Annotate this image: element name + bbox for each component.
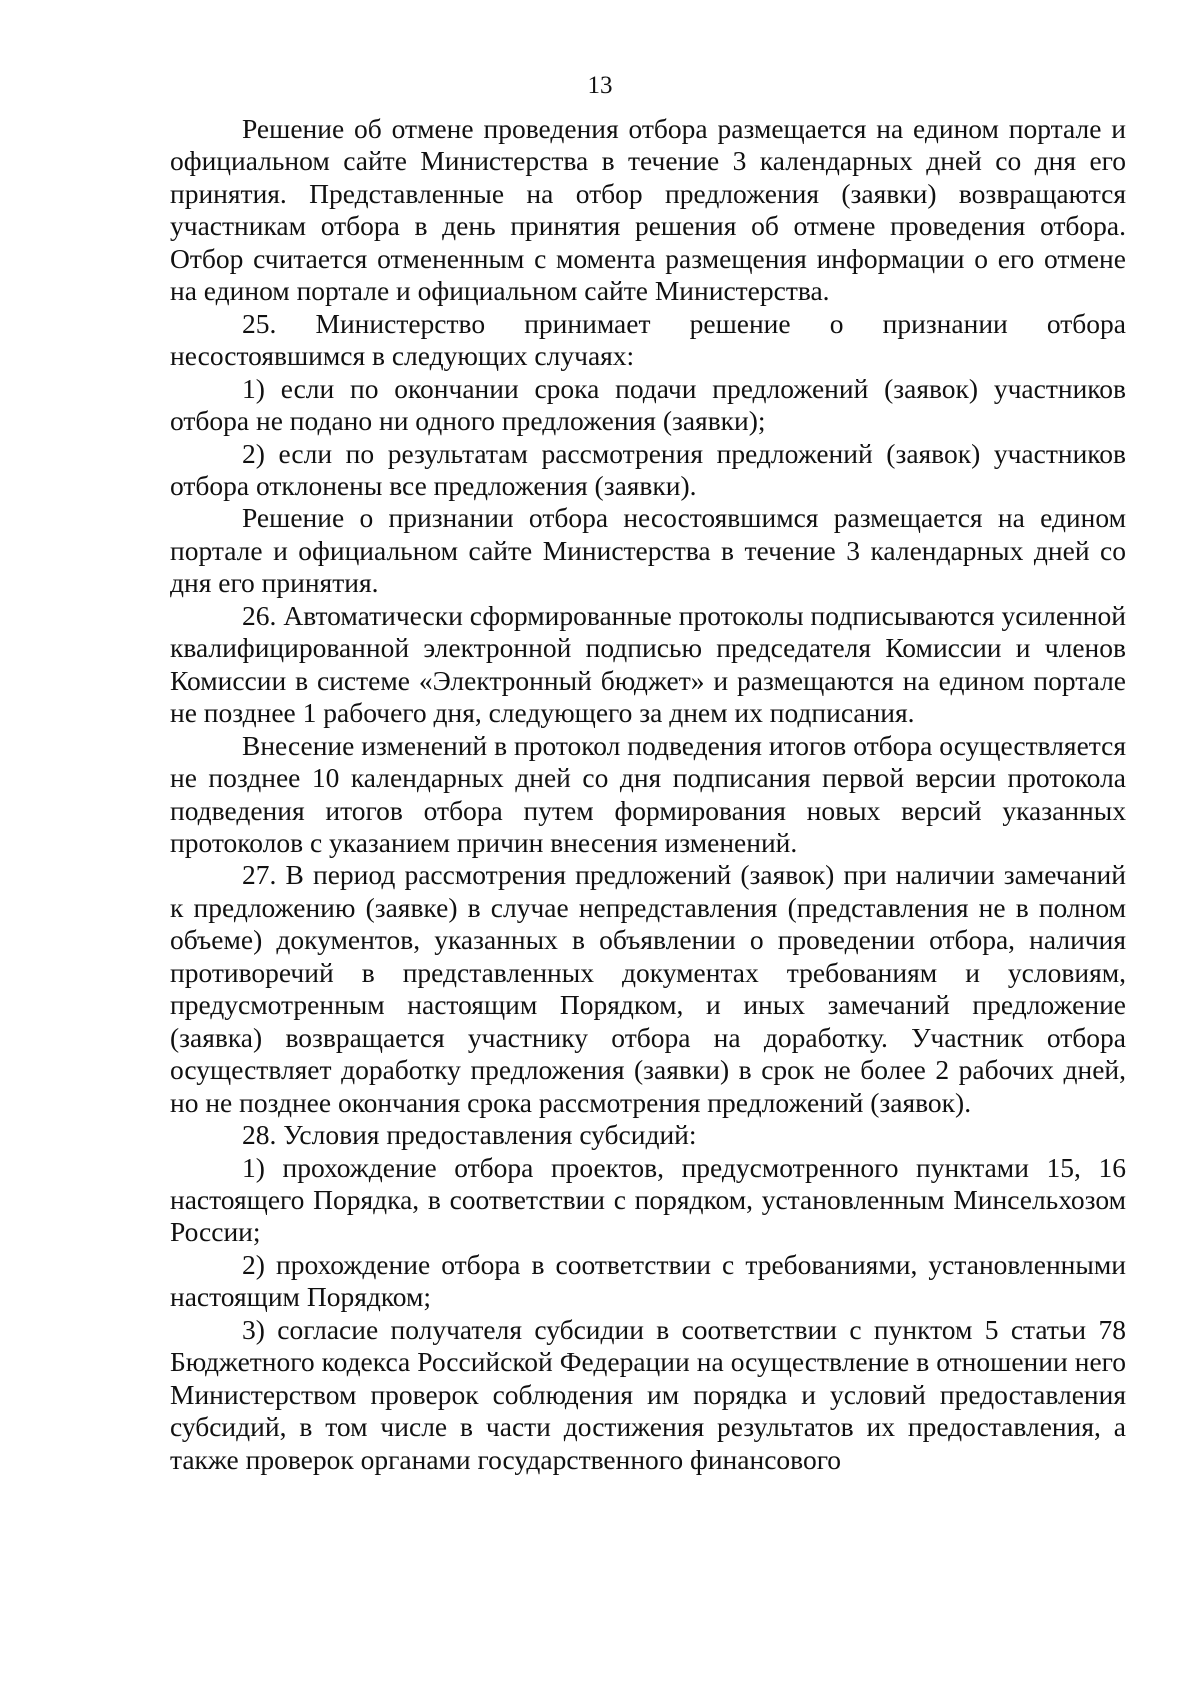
paragraph-25: 25. Министерство принимает решение о признании отбора несостоявшимся в следующих случаях: (170, 307, 1126, 372)
paragraph-25-item-2: 2) если по результатам рассмотрения предложений (заявок) участников отбора отклонены все предложения (заявки). (170, 437, 1126, 501)
paragraph-failed-selection-notice: Решение о признании отбора несостоявшимся размещается на едином портале и официальном сайте Министерства в течение 3 календарных дней со дня его принятия. (170, 502, 1126, 599)
paragraph-28-item-1: 1) прохождение отбора проектов, предусмотренного пунктами 15, 16 настоящего Порядка, в соответствии с порядком, установленным Минсельхозом России; (170, 1151, 1126, 1248)
paragraph-27: 27. В период рассмотрения предложений (заявок) при наличии замечаний к предложению (заявке) в случае непредставления (представления не в полном объеме) документов, указанных в объявлении о проведении отбора, наличия противоречий в представленных документах требованиям и условиям, предусмотренным настоящим Порядком, и иных замечаний предложение (заявка) возвращается участнику отбора на доработку. Участник отбора осуществляет доработку предложения (заявки) в срок не более 2 рабочих дней, но не позднее окончания срока рассмотрения предложений (заявок). (170, 859, 1126, 1118)
paragraph-25-item-1: 1) если по окончании срока подачи предложений (заявок) участников отбора не подано ни одного предложения (заявки); (170, 372, 1126, 437)
paragraph-28: 28. Условия предоставления субсидий: (242, 1119, 697, 1151)
paragraph-protocol-changes: Внесение изменений в протокол подведения итогов отбора осуществляется не позднее 10 календарных дней со дня подписания первой версии протокола подведения итогов отбора путем формирования новых версий указанных протоколов с указанием причин внесения изменений. (170, 729, 1126, 858)
document-body (170, 113, 1126, 1476)
page-number: 13 (587, 72, 613, 99)
paragraph-cancellation-notice: Решение об отмене проведения отбора размещается на едином портале и официальном сайте Министерства в течение 3 календарных дней со дня его принятия. Представленные на отбор предложения (заявки) возвращаются участникам отбора в день принятия решения об отмене проведения отбора. Отбор считается отмененным с момента размещения информации о его отмене на едином портале и официальном сайте Министерства. (170, 113, 1126, 307)
paragraph-28-item-2: 2) прохождение отбора в соответствии с требованиями, установленными настоящим Порядком; (170, 1248, 1126, 1313)
paragraph-26: 26. Автоматически сформированные протоколы подписываются усиленной квалифицированной электронной подписью председателя Комиссии и членов Комиссии в системе «Электронный бюджет» и размещаются на едином портале не позднее 1 рабочего дня, следующего за днем их подписания. (170, 599, 1126, 729)
paragraph-28-item-3: 3) согласие получателя субсидии в соответствии с пунктом 5 статьи 78 Бюджетного кодекса Российской Федерации на осуществление в отношении него Министерством проверок соблюдения им порядка и условий предоставления субсидий, в том числе в части достижения результатов их предоставления, а также проверок органами государственного финансового (170, 1313, 1126, 1475)
